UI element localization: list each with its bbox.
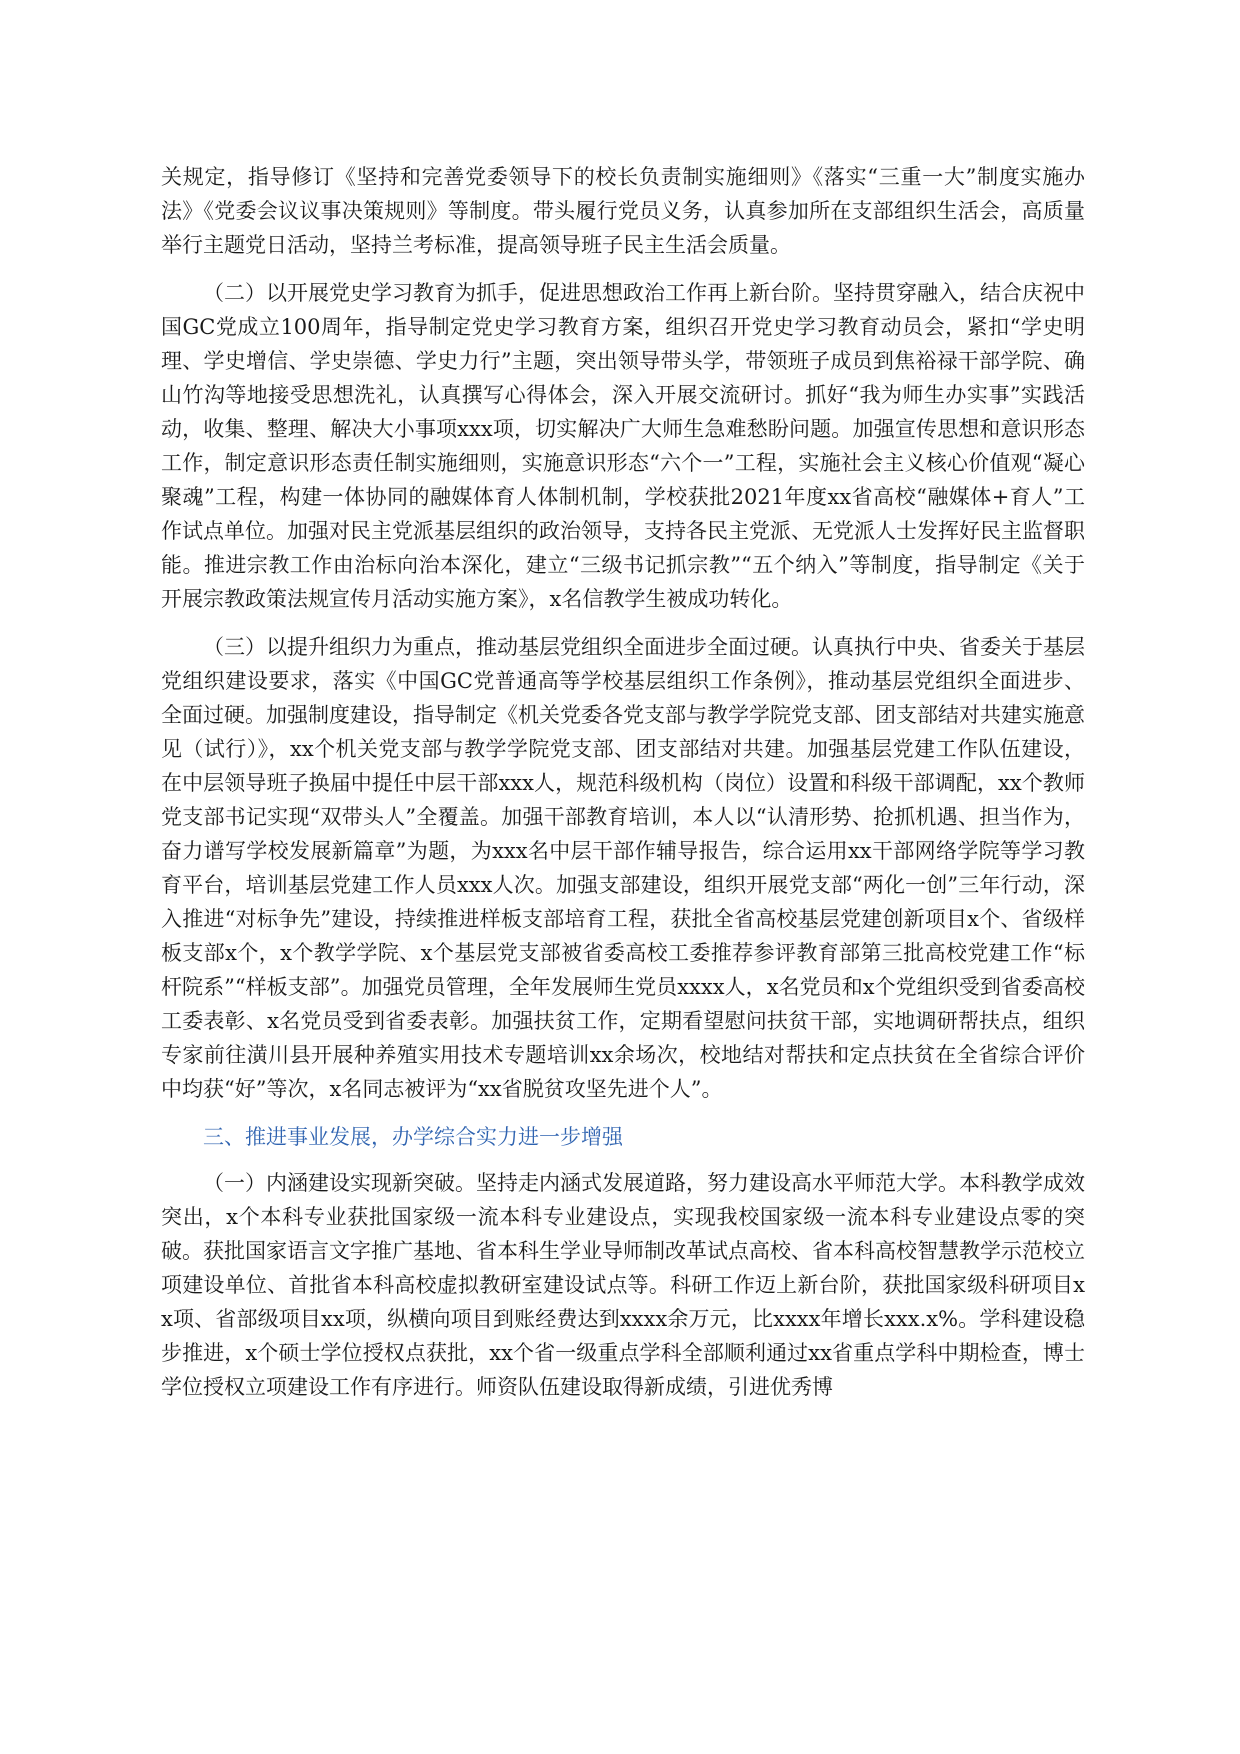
paragraph-continuation: 关规定，指导修订《坚持和完善党委领导下的校长负责制实施细则》《落实“三重一大”制度实施办法》《党委会议议事决策规则》等制度。带头履行党员义务，认真参加所在支部组织生活会，高质量举行主题党日活动，坚持兰考标准，提高领导班子民主生活会质量。 — [161, 165, 1085, 257]
paragraph-connotation-construction: （一）内涵建设实现新突破。坚持走内涵式发展道路，努力建设高水平师范大学。本科教学成效突出，x个本科专业获批国家级一流本科专业建设点，实现我校国家级一流本科专业建设点零的突破。获批国家语言文字推广基地、省本科生学业导师制改革试点高校、省本科高校智慧教学示范校立项建设单位、首批省本科高校虚拟教研室建设试点等。科研工作迈上新台阶，获批国家级科研项目xx项、省部级项目xx项，纵横向项目到账经费达到xxxx余万元，比xxxx年增长xxx.x%。学科建设稳步推进，x个硕士学位授权点获批，xx个省一级重点学科全部顺利通过xx省重点学科中期检查，博士学位授权立项建设工作有序进行。师资队伍建设取得新成绩，引进优秀博 — [161, 1171, 1085, 1399]
paragraph-party-history-education: （二）以开展党史学习教育为抓手，促进思想政治工作再上新台阶。坚持贯穿融入，结合庆祝中国GC党成立100周年，指导制定党史学习教育方案，组织召开党史学习教育动员会，紧扣“学史明理、学史增信、学史崇德、学史力行”主题，突出领导带头学，带领班子成员到焦裕禄干部学院、确山竹沟等地接受思想洗礼，认真撰写心得体会，深入开展交流研讨。抓好“我为师生办实事”实践活动，收集、整理、解决大小事项xxx项，切实解决广大师生急难愁盼问题。加强宣传思想和意识形态工作，制定意识形态责任制实施细则，实施意识形态“六个一”工程，实施社会主义核心价值观“凝心聚魂”工程，构建一体协同的融媒体育人体制机制，学校获批2021年度xx省高校“融媒体+育人”工作试点单位。加强对民主党派基层组织的政治领导，支持各民主党派、无党派人士发挥好民主监督职能。推进宗教工作由治标向治本深化，建立“三级书记抓宗教”“五个纳入”等制度，指导制定《关于开展宗教政策法规宣传月活动实施方案》，x名信教学生被成功转化。 — [161, 281, 1085, 611]
section-heading-3: 三、推进事业发展，办学综合实力进一步增强 — [203, 1125, 623, 1149]
paragraph-grassroots-organization: （三）以提升组织力为重点，推动基层党组织全面进步全面过硬。认真执行中央、省委关于基层党组织建设要求，落实《中国GC党普通高等学校基层组织工作条例》，推动基层党组织全面进步、全面过硬。加强制度建设，指导制定《机关党委各党支部与教学学院党支部、团支部结对共建实施意见（试行）》，xx个机关党支部与教学学院党支部、团支部结对共建。加强基层党建工作队伍建设，在中层领导班子换届中提任中层干部xxx人，规范科级机构（岗位）设置和科级干部调配，xx个教师党支部书记实现“双带头人”全覆盖。加强干部教育培训，本人以“认清形势、抢抓机遇、担当作为，奋力谱写学校发展新篇章”为题，为xxx名中层干部作辅导报告，综合运用xx干部网络学院等学习教育平台，培训基层党建工作人员xxx人次。加强支部建设，组织开展党支部“两化一创”三年行动，深入推进“对标争先”建设，持续推进样板支部培育工程，获批全省高校基层党建创新项目x个、省级样板支部x个，x个教学学院、x个基层党支部被省委高校工委推荐参评教育部第三批高校党建工作“标杆院系”“样板支部”。加强党员管理，全年发展师生党员xxxx人，x名党员和x个党组织受到省委高校工委表彰、x名党员受到省委表彰。加强扶贫工作，定期看望慰问扶贫干部，实地调研帮扶点，组织专家前往潢川县开展种养殖实用技术专题培训xx余场次，校地结对帮扶和定点扶贫在全省综合评价中均获“好”等次，x名同志被评为“xx省脱贫攻坚先进个人”。 — [161, 635, 1085, 1101]
document-body — [161, 160, 1085, 1418]
